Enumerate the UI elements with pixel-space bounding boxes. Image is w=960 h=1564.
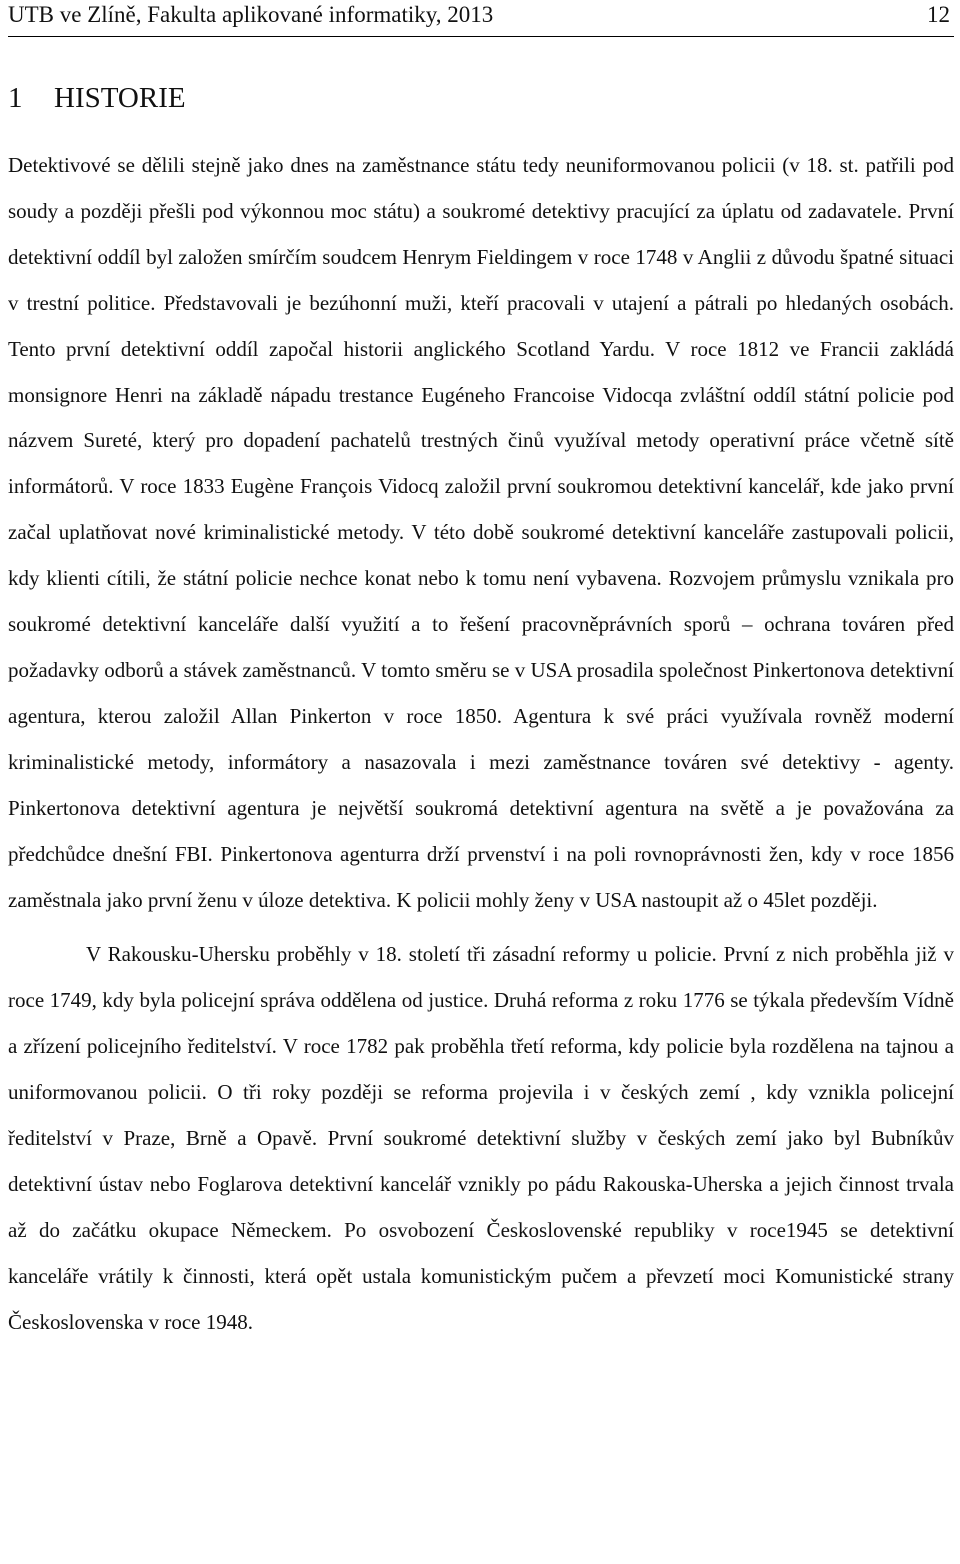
chapter-title: HISTORIE [54, 82, 186, 114]
chapter-number: 1 [8, 82, 23, 114]
chapter-heading [8, 82, 186, 114]
page-number: 12 [927, 2, 950, 27]
paragraph-austria-hungary: V Rakousku-Uhersku proběhly v 18. století tři zásadní reformy u policie. První z nich proběhla již v roce 1749, kdy byla policejní správa oddělena od justice. Druhá reforma z roku 1776 se týkala především Vídně a zřízení policejního ředitelství. V roce 1782 pak proběhla třetí reforma, kdy policie byla rozdělena na tajnou a uniformovanou policii. O tři roky později se reforma projevila i v českých zemí , kdy vznikla policejní ředitelství v Praze, Brně a Opavě. První soukromé detektivní služby v českých zemí jako byl Bubníkův detektivní ústav nebo Foglarova detektivní kancelář vznikly po pádu Rakouska-Uherska a jejich činnost trvala až do začátku okupace Německem. Po osvobození Československé republiky v roce1945 se detektivní kanceláře vrátily k činnosti, která opět ustala komunistickým pučem a převzetí moci Komunistické strany Československa v roce 1948. [8, 942, 954, 1334]
header-title: UTB ve Zlíně, Fakulta aplikované informatiky, 2013 [8, 2, 494, 27]
paragraph-history-detectives: Detektivové se dělili stejně jako dnes na zaměstnance státu tedy neuniformovanou policii (v 18. st. patřili pod soudy a později přešli pod výkonnou moc státu) a soukromé detektivy pracující za úplatu od zadavatele. První detektivní oddíl byl založen smírčím soudcem Henrym Fieldingem v roce 1748 v Anglii z důvodu špatné situaci v trestní politice. Představovali je bezúhonní muži, kteří pracovali v utajení a pátrali po hledaných osobách. Tento první detektivní oddíl započal historii anglického Scotland Yardu. V roce 1812 ve Francii zakládá monsignore Henri na základě nápadu trestance Eugéneho Francoise Vidocqa zvláštní oddíl státní policie pod názvem Sureté, který pro dopadení pachatelů trestných činů využíval metody operativní práce včetně sítě informátorů. V roce 1833 Eugène François Vidocq založil první soukromou detektivní kancelář, kde jako první začal uplatňovat nové kriminalistické metody. V této době soukromé detektivní kanceláře zastupovali policii, kdy klienti cítili, že státní policie nechce konat nebo k tomu není vybavena. Rozvojem průmyslu vznikala pro soukromé detektivní kanceláře další využití a to řešení pracovněprávních sporů – ochrana továren před požadavky odborů a stávek zaměstnanců. V tomto směru se v USA prosadila společnost Pinkertonova detektivní agentura, kterou založil Allan Pinkerton v roce 1850. Agentura k své práci využívala rovněž moderní kriminalistické metody, informátory a nasazovala i mezi zaměstnance továren své detektivy - agenty. Pinkertonova detektivní agentura je největší soukromá detektivní agentura na světě a je považována za předchůdce dnešní FBI. Pinkertonova agenturra drží prvenství i na poli rovnoprávnosti žen, kdy v roce 1856 zaměstnala jako první ženu v úloze detektiva. K policii mohly ženy v USA nastoupit až o 45let později. [8, 153, 954, 912]
document-page [8, 0, 954, 1564]
body-text [8, 143, 954, 1346]
running-header [8, 3, 954, 27]
header-divider [8, 36, 954, 37]
